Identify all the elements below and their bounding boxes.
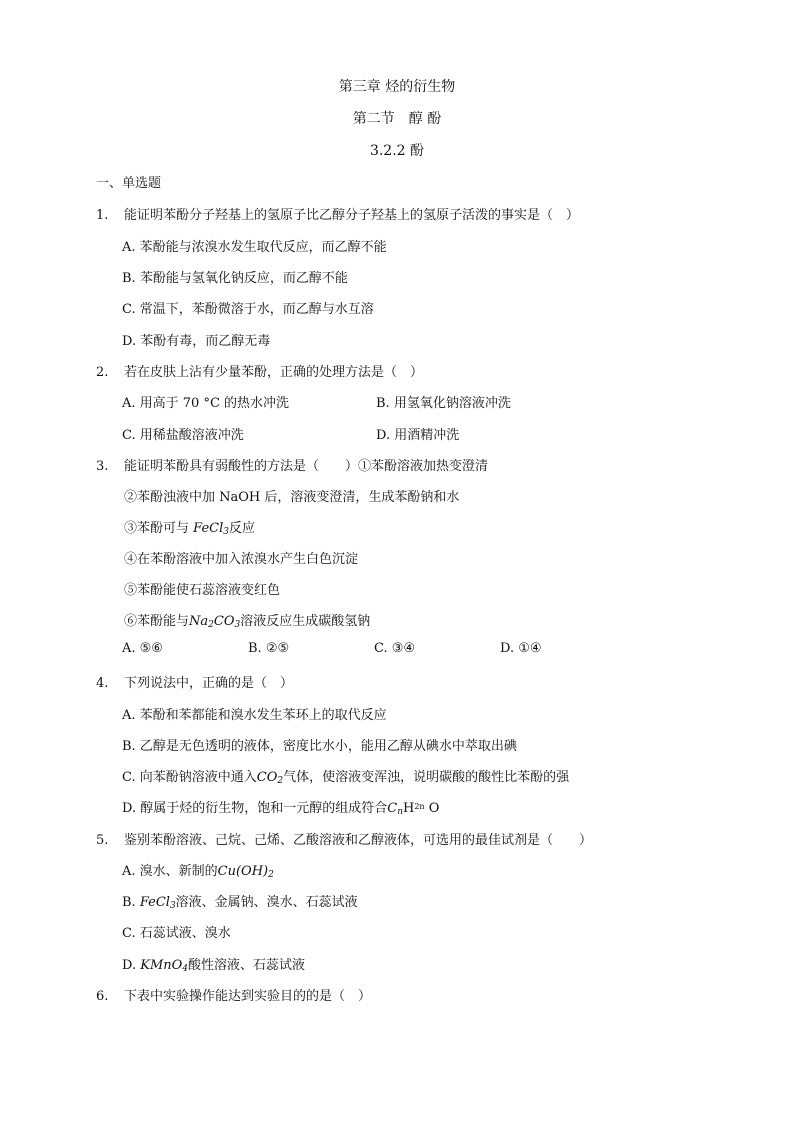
question-3 [96,455,488,474]
text: A. 溴水、新制的 [122,864,218,879]
question-stem: 下表中实验操作能达到实验目的的是（ ） [124,989,372,1004]
text: ⑥苯酚能与 [124,614,190,629]
question-2 [96,361,423,380]
formula: H [402,801,415,816]
subscript: 3 [169,901,176,911]
q3-option-b: B. ②⑤ [248,641,290,656]
q3-statement-6 [124,610,370,630]
q3-statement-3 [124,517,255,537]
lesson-title: 3.2.2 酚 [369,143,425,159]
text: D. [122,958,141,973]
question-number: 4. [96,676,109,691]
q1-option-c: C. 常温下，苯酚微溶于水，而乙醇与水互溶 [122,302,374,317]
header [0,76,794,172]
q5-option-d [122,954,305,974]
q2-option-c: C. 用稀盐酸溶液冲洗 [122,428,244,443]
q3-option-a: A. ⑤⑥ [122,641,163,656]
text: 溶液反应生成碳酸氢钠 [240,614,371,629]
subscript: n [397,807,403,817]
formula: CO [213,614,235,629]
text: 反应 [228,521,255,536]
superscript: 2n [414,802,425,811]
q5-option-c: C. 石蕊试液、溴水 [122,926,231,941]
formula: FeCl [193,521,224,536]
question-6 [96,985,371,1004]
q3-statement-4: ④在苯酚溶液中加入浓溴水产生白色沉淀 [124,552,359,567]
q4-option-a: A. 苯酚和苯都能和溴水发生苯环上的取代反应 [122,708,387,723]
question-number: 6. [96,989,109,1004]
text: 溶液、金属钠、溴水、石蕊试液 [175,895,358,910]
question-section-title: 一、单选题 [96,176,162,191]
question-stem: 若在皮肤上沾有少量苯酚，正确的处理方法是（ ） [124,365,424,380]
text: B. [122,895,140,910]
q2-option-a: A. 用高于 70 °C 的热水冲洗 [122,396,290,411]
formula: CO [256,770,278,785]
q3-option-c: C. ③④ [374,641,416,656]
q2-option-d: D. 用酒精冲洗 [376,428,460,443]
text: C. 向苯酚钠溶液中通入 [122,770,257,785]
chapter-title: 第三章 烃的衍生物 [338,79,456,95]
q5-option-a [122,860,274,880]
q1-option-d: D. 苯酚有毒，而乙醇无毒 [122,334,271,349]
subscript: 3 [223,527,229,537]
formula: O [428,801,440,816]
formula: C [387,801,398,816]
question-4 [96,672,293,691]
question-number: 5. [96,833,109,848]
q2-option-b: B. 用氢氧化钠溶液冲洗 [376,396,511,411]
q3-statement-2: ②苯酚浊液中加 NaOH 后，溶液变澄清，生成苯酚钠和水 [124,490,460,505]
subscript: 2 [277,776,284,786]
question-5 [96,829,592,848]
formula: Na [189,614,209,629]
text: 酸性溶液、石蕊试液 [188,958,306,973]
formula: FeCl [139,895,170,910]
subscript: 2 [268,870,274,880]
q4-option-b: B. 乙醇是无色透明的液体，密度比水小，能用乙醇从碘水中萃取出碘 [122,739,517,754]
question-number: 2. [96,365,109,380]
q3-option-d: D. ①④ [500,641,542,656]
subscript: 2 [208,620,214,630]
q1-option-a: A. 苯酚能与浓溴水发生取代反应，而乙醇不能 [122,240,387,255]
subscript: 3 [234,620,241,630]
text: 气体，使溶液变浑浊，说明碳酸的酸性比苯酚的强 [283,770,570,785]
q4-option-c [122,766,569,786]
question-stem: 能证明苯酚分子羟基上的氢原子比乙醇分子羟基上的氢原子活泼的事实是（ ） [124,208,580,223]
q1-option-b: B. 苯酚能与氢氧化钠反应，而乙醇不能 [122,271,348,286]
subscript: 4 [182,964,189,974]
formula: Cu(OH) [217,864,269,879]
question-stem: 能证明苯酚具有弱酸性的方法是（ ）①苯酚溶液加热变澄清 [124,459,489,474]
q3-statement-5: ⑤苯酚能使石蕊溶液变红色 [124,583,281,598]
question-1 [96,204,579,223]
q4-option-d [122,797,439,817]
text: D. 醇属于烃的衍生物，饱和一元醇的组成符合 [122,801,388,816]
question-number: 3. [96,459,109,474]
question-stem: 下列说法中，正确的是（ ） [124,676,294,691]
q5-option-b [122,891,358,911]
section-title: 第二节 醇 酚 [352,111,442,127]
formula: KMnO [140,958,183,973]
text: ③苯酚可与 [124,521,194,536]
question-number: 1. [96,208,109,223]
question-stem: 鉴别苯酚溶液、己烷、己烯、乙酸溶液和乙醇液体，可选用的最佳试剂是（ ） [124,833,593,848]
